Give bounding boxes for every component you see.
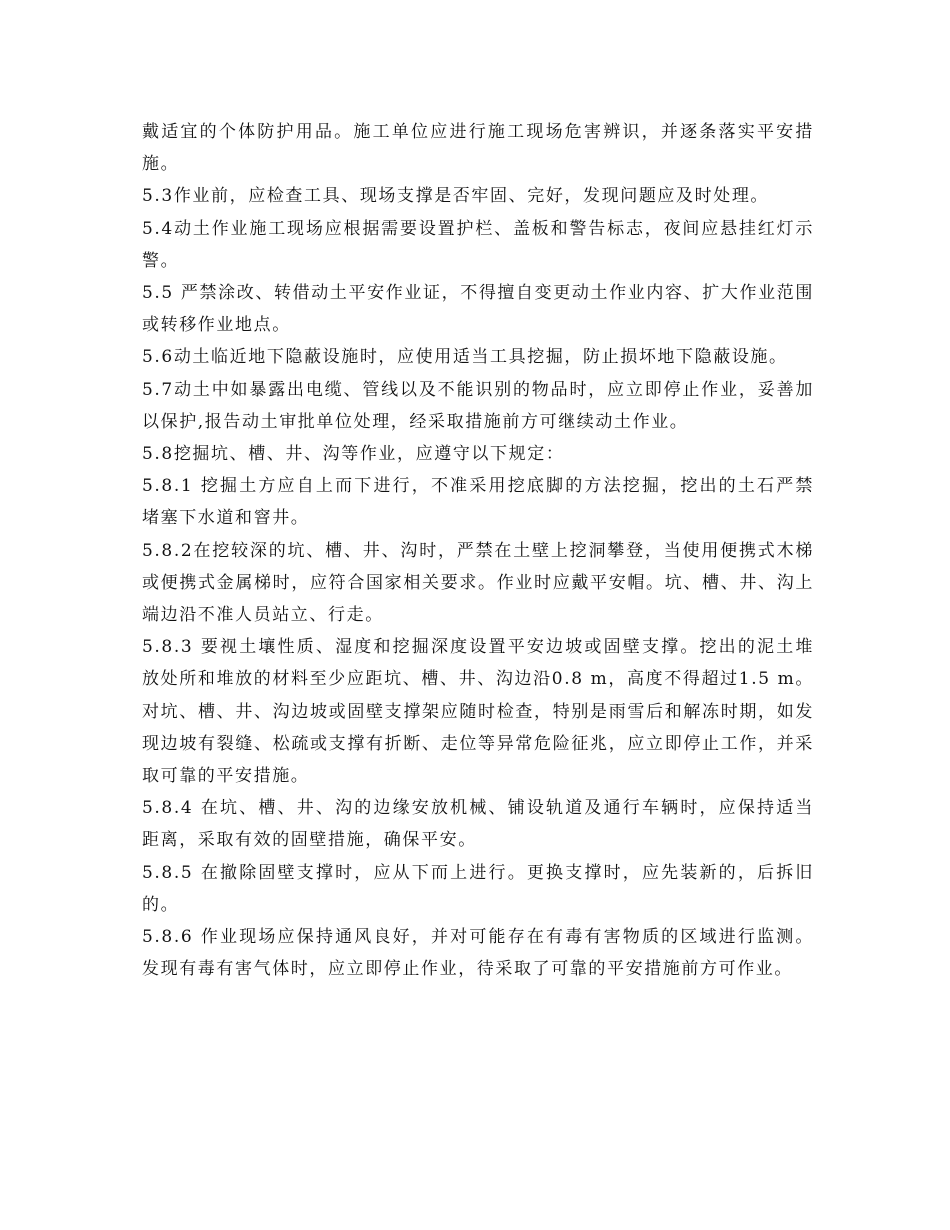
paragraph-5-8-4: 5.8.4 在坑、槽、井、沟的边缘安放机械、铺设轨道及通行车辆时，应保持适当距离，采取有效的固壁措施，确保平安。: [142, 798, 814, 851]
paragraph-5-8-3: 5.8.3 要视土壤性质、湿度和挖掘深度设置平安边坡或固壁支撑。挖出的泥土堆放处所和堆放的材料至少应距坑、槽、井、沟边沿0.8 m，高度不得超过1.5 m。对坑、槽、井、沟边坡或固壁支撑架应随时检查，特别是雨雪后和解冻时期，如发现边坡有裂缝、松疏或支撑有折断、走位等异常危险征兆，应立即停止工作，并采取可靠的平安措施。: [142, 637, 814, 787]
paragraph-5-5: 5.5 严禁涂改、转借动土平安作业证，不得擅自变更动土作业内容、扩大作业范围或转移作业地点。: [142, 283, 814, 336]
paragraph-5-8-2: 5.8.2在挖较深的坑、槽、井、沟时，严禁在土壁上挖洞攀登，当使用便携式木梯或便携式金属梯时，应符合国家相关要求。作业时应戴平安帽。坑、槽、井、沟上端边沿不准人员站立、行走。: [142, 540, 814, 626]
paragraph-5-4: 5.4动土作业施工现场应根据需要设置护栏、盖板和警告标志，夜间应悬挂红灯示警。: [142, 218, 814, 271]
document-body: [142, 116, 814, 985]
paragraph-5-7: 5.7动土中如暴露出电缆、管线以及不能识别的物品时，应立即停止作业，妥善加以保护,报告动土审批单位处理，经采取措施前方可继续动土作业。: [142, 379, 814, 432]
paragraph-ppe-continuation: 戴适宜的个体防护用品。施工单位应进行施工现场危害辨识，并逐条落实平安措施。: [142, 122, 814, 175]
paragraph-5-6: 5.6动土临近地下隐蔽设施时，应使用适当工具挖掘，防止损坏地下隐蔽设施。: [142, 347, 788, 368]
paragraph-5-3: 5.3作业前，应检查工具、现场支撑是否牢固、完好，发现问题应及时处理。: [142, 186, 770, 207]
paragraph-5-8-1: 5.8.1 挖掘土方应自上而下进行，不准采用挖底脚的方法挖掘，挖出的土石严禁堵塞下水道和窨井。: [142, 476, 814, 529]
paragraph-5-8: 5.8挖掘坑、槽、井、沟等作业，应遵守以下规定：: [142, 444, 565, 465]
paragraph-5-8-5: 5.8.5 在撤除固壁支撑时，应从下而上进行。更换支撑时，应先装新的，后拆旧的。: [142, 862, 814, 915]
paragraph-5-8-6: 5.8.6 作业现场应保持通风良好，并对可能存在有毒有害物质的区域进行监测。发现有毒有害气体时，应立即停止作业，待采取了可靠的平安措施前方可作业。: [142, 927, 814, 980]
